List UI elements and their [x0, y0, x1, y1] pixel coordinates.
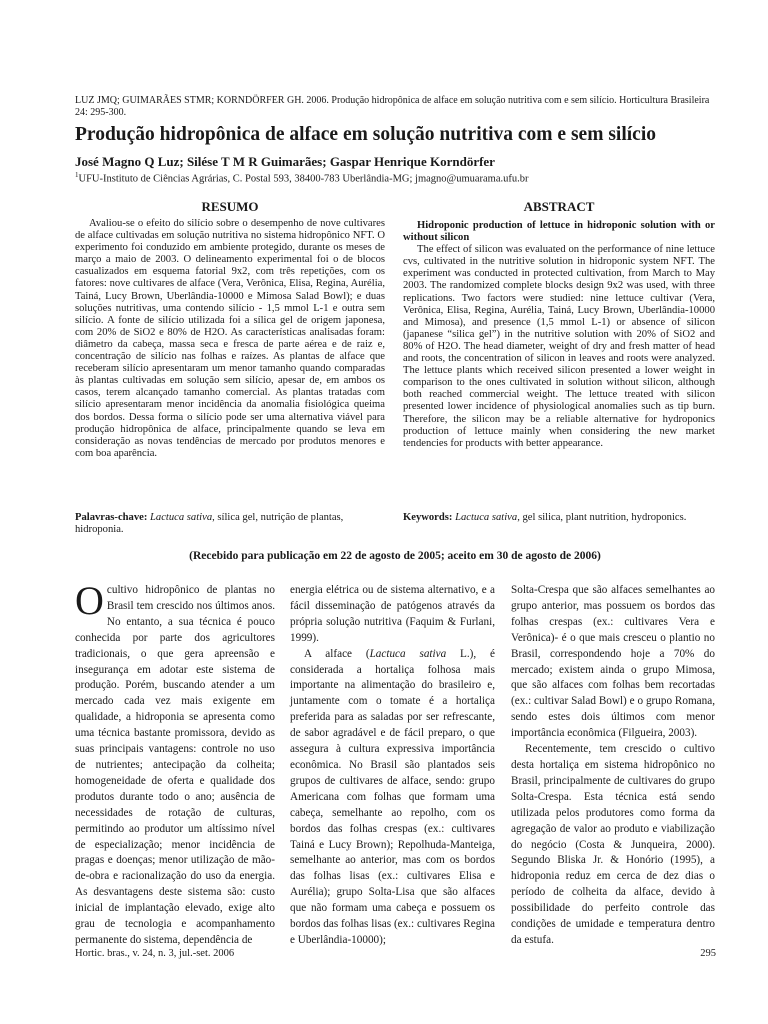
citation: LUZ JMQ; GUIMARÃES STMR; KORNDÖRFER GH. 2006. Produção hidropônica de alface em solução nutritiva com e sem silício. Horticultura Brasileira 24: 295-300.: [75, 95, 710, 118]
body-paragraph: Recentemente, tem crescido o cultivo desta hortaliça em sistema hidropônico no Brasil, principalmente de cultivares do grupo Solta-Crespa. Esta técnica está sendo utilizada pelos produtores como forma da agregação de valor ao produto e viabilização do negócio (Costa & Junqueira, 2000). Segundo Bliska Jr. & Honório (1995), a hidroponia reduz em cerca de dez dias o período de colheita da alface, devido à possibilidade do perfeito controle das condições de umidade e temperatura dentro da estufa.: [511, 743, 715, 946]
keywords-rest-en: , gel silica, plant nutrition, hydroponics.: [517, 512, 687, 523]
body-paragraph: [290, 647, 495, 949]
abstract-body: [403, 220, 715, 450]
authors: José Magno Q Luz; Silése T M R Guimarães; Gaspar Henrique Korndörfer: [75, 154, 495, 169]
received-dates: (Recebido para publicação em 22 de agosto de 2005; aceito em 30 de agosto de 2006): [189, 550, 601, 562]
species-name: Lactuca sativa: [369, 647, 447, 660]
keywords-species-pt: Lactuca sativa: [150, 512, 213, 523]
body-paragraph: cultivo hidropônico de plantas no Brasil tem crescido nos últimos anos. No entanto, a sua técnica é pouco conhecida por parte dos agricultores tradicionais, o que gera apreensão e insegurança em adotar este sistema de produção. Porém, buscando atender a um mercado cada vez mais exigente em qualidade, a hidroponia se apresenta como uma técnica bastante promissora, devido as suas principais vantagens: controle no uso de nutrientes; antecipação da colheita; homogeneidade de oferta e qualidade dos produtos durante todo o ano; ausência de necessidades de rotação de culturas, permitindo ao produtor um altíssimo nível de especialização; menor incidência de pragas e doenças; menor utilização de mão-de-obra e racionalização do uso da energia. As desvantagens deste sistema são: custo inicial de implantação elevado, exige alto grau de tecnologia e acompanhamento permanente do sistema, dependência de: [75, 584, 275, 946]
abstract-text: The effect of silicon was evaluated on the performance of nine lettuce cvs, cultivated in the nutritive solution in hidroponic system NFT. The experiment was conducted in protected cultivation, from March to May 2003. The randomized complete blocks design 9x2 was used, with three replications. Two factors were studied: nine lettuce cultivar (Vera, Verônica, Elisa, Regina, Aurélia, Tainá, Lucy Brown, Uberlândia-10000 and Mimosa), and presence (1,5 mmol L-1) or absence of silicon (japanese “silica gel”) in the nutritive solution with 20% of SiO2 and 80% of H2O. The head diameter, weight of dry and fresh matter of head and roots, the concentration of silicon in leaves and roots were analyzed. The lettuce plants which received silicon presented a lower weight in comparison to the ones cultivated in solution without silicon, although both reached commercial weight. The lettuce treated with silicon presented lower incidence of physiological anomalies such as tip burn. Therefore, the silicon may be a reliable alternative for hydroponics production of lettuce mainly when considering the new market tendencies for products with better appearance.: [403, 244, 715, 449]
keywords: [403, 512, 715, 524]
affiliation-marker: 1: [75, 171, 79, 179]
affiliation: [75, 171, 715, 185]
body-column-1: [75, 578, 275, 949]
body-column-3: [511, 583, 715, 949]
resumo-body: [75, 218, 385, 460]
article-title: Produção hidropônica de alface em solução nutritiva com e sem silício: [75, 124, 656, 145]
resumo-text: Avaliou-se o efeito do silício sobre o desempenho de nove cultivares de alface cultivadas em solução nutritiva no sistema hidropônico NFT. O experimento foi conduzido em ambiente protegido, durante os meses de março a maio de 2003. O delineamento experimental foi o de blocos casualizados em esquema fatorial 9x2, com três repetições, com os fatores: nove cultivares de alface (Vera, Verônica, Elisa, Regina, Aurélia, Tainá, Lucy Brown, Uberlândia-10000 e Mimosa Salad Bowl); e duas soluções nutritivas, uma contendo silício - 1,5 mmol L-1 e outra sem silício. A fonte de silício utilizada foi a sílica gel de origem japonesa, com 20% de SiO2 e 80% de H2O. As características analisadas foram: diâmetro da cabeça, massa seca e fresca de parte aérea e de raiz e, concentração de silício nas folhas e raízes. As plantas de alface que receberam silício apresentaram um menor tamanho quando comparadas às plantas cultivadas em solução sem silício, apesar de, em ambos os casos, terem alcançado tamanho comercial. As plantas tratadas com silício apresentaram menor incidência da anomalia fisiológica queima dos bordos. Dessa forma o silício pode ser uma alternativa viável para produção hidropônica de alface, principalmente quando se leva em consideração as novas tendências de mercado por produtos menores e com boa aparência.: [75, 218, 385, 459]
body-paragraph: energia elétrica ou de sistema alternativo, e a fácil disseminação de patógenos através da própria solução nutritiva (Faquim & Furlani, 1999).: [290, 584, 495, 644]
keywords-label-pt: Palavras-chave:: [75, 512, 148, 523]
keywords-species-en: Lactuca sativa: [455, 512, 518, 523]
keywords-label-en: Keywords:: [403, 512, 453, 523]
palavras-chave: [75, 512, 385, 536]
drop-cap: O: [75, 578, 104, 623]
text-span: L.), é considerada a hortaliça folhosa mais importante na alimentação do brasileiro e, juntamente com o tomate é a hortaliça preferida para as saladas por ser refrescante, de sabor agradável e de fácil preparo, o que assegura à cultura expressiva importância econômica. No Brasil são plantados seis grupos de cultivares de alface, sendo: grupo Americana com folhas que formam uma cabeça, semelhante ao repolho, com os bordos das folhas crespas (ex.: cultivares Tainá e Lucy Brown); Repolhuda-Manteiga, semelhante ao anterior, mas com os bordos das folhas lisas (ex.: cultivares Elisa e Aurélia); grupo Solta-Lisa que são alfaces que não formam uma cabeça e possuem os bordos das folhas lisas (ex.: cultivares Regina e Uberlândia-10000);: [290, 647, 495, 946]
abstract-heading: ABSTRACT: [523, 199, 595, 214]
keywords-rest-pt: , sílica gel, nutrição de plantas, hidroponia.: [75, 512, 344, 536]
english-title: Hidroponic production of lettuce in hidroponic solution with or without silicon: [403, 220, 715, 244]
page-number: 295: [700, 948, 716, 959]
journal-footer: Hortic. bras., v. 24, n. 3, jul.-set. 2006: [75, 948, 235, 959]
text-span: A alface (: [304, 647, 370, 660]
resumo-heading: RESUMO: [201, 199, 259, 214]
body-column-2: [290, 583, 495, 949]
affiliation-text: UFU-Instituto de Ciências Agrárias, C. Postal 593, 38400-783 Uberlândia-MG; jmagno@umuarama.ufu.br: [78, 173, 529, 185]
body-paragraph: Solta-Crespa que são alfaces semelhantes ao grupo anterior, mas possuem os bordos das folhas crespas (ex.: cultivares Vera e Verônica)- é o que mais cresceu o plantio no Brasil, correspondendo hoje a 70% do mercado; existem ainda o grupo Mimosa, que são alfaces com folhas bem recortadas (ex.: cultivar Salad Bowl) e o grupo Romana, sendo estes dois últimos com menor importância econômica (Filgueira, 2003).: [511, 584, 715, 740]
